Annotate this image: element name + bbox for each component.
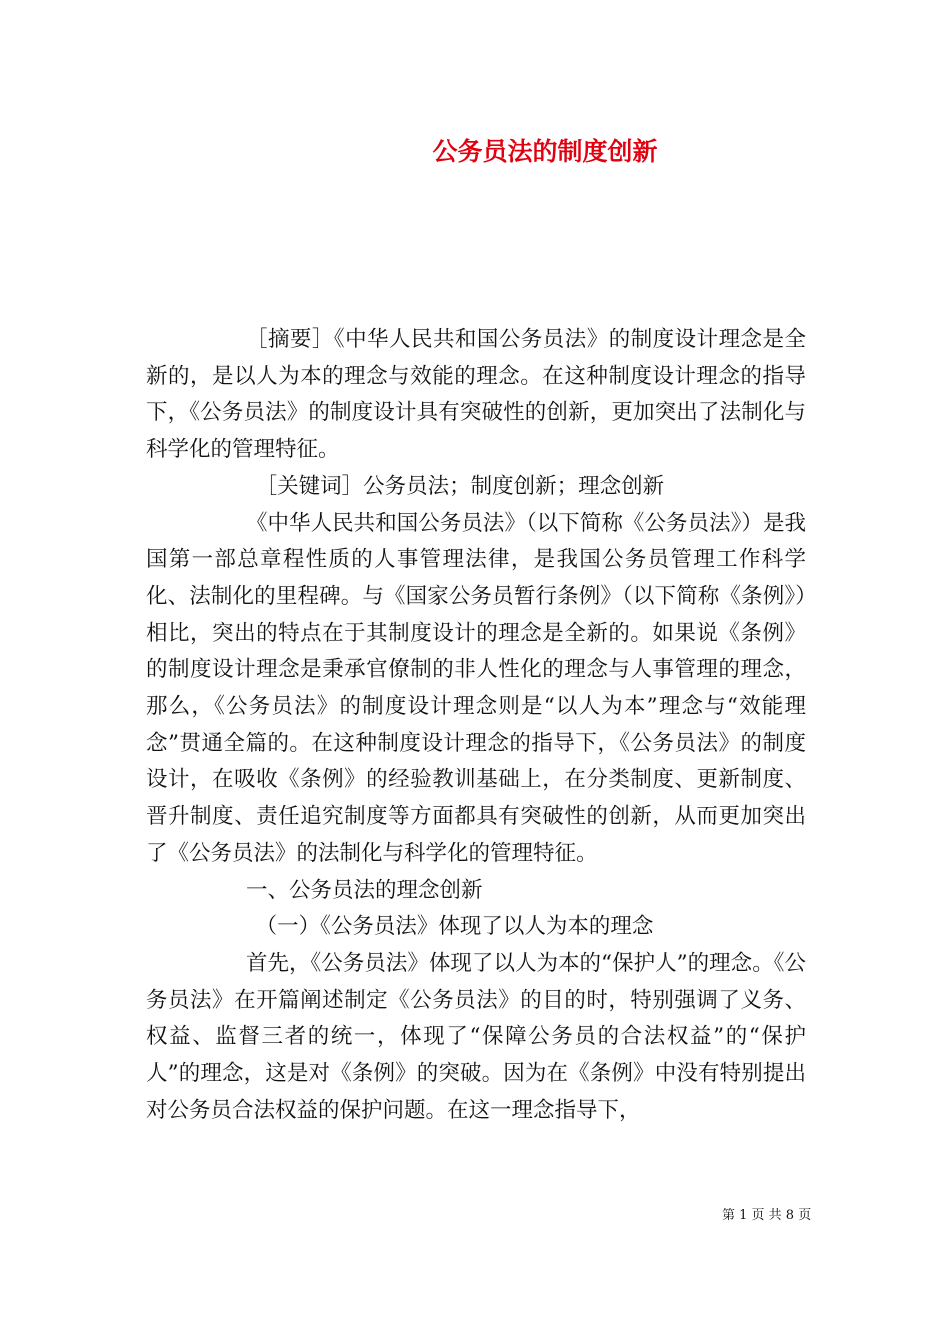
keywords-paragraph: ［关键词］公务员法；制度创新；理念创新 — [255, 473, 665, 499]
body-paragraph: 首先，《公务员法》体现了以人为本的“保护人”的理念。《公务员法》在开篇阐述制定《公务员法》的目的时，特别强调了义务、权益、监督三者的统一，体现了“保障公务员的合法权益”的“保护人”的理念，这是对《条例》的突破。因为在《条例》中没有特别提出对公务员合法权益的保护问题。在这一理念指导下， — [146, 950, 806, 1123]
subsection-heading: （一）《公务员法》体现了以人为本的理念 — [255, 914, 654, 940]
section-heading: 一、公务员法的理念创新 — [245, 877, 483, 903]
document-title: 公务员法的制度创新 — [432, 137, 658, 166]
abstract-paragraph: ［摘要］《中华人民共和国公务员法》的制度设计理念是全新的，是以人为本的理念与效能的理念。在这种制度设计理念的指导下，《公务员法》的制度设计具有突破性的创新，更加突出了法制化与科学化的管理特征。 — [146, 327, 806, 463]
page-footer: 第 1 页 共 8 页 — [722, 1208, 812, 1223]
intro-paragraph: 《中华人民共和国公务员法》（以下简称《公务员法》）是我国第一部总章程性质的人事管理法律，是我国公务员管理工作科学化、法制化的里程碑。与《国家公务员暂行条例》（以下简称《条例》）相比，突出的特点在于其制度设计的理念是全新的。如果说《条例》的制度设计理念是秉承官僚制的非人性化的理念与人事管理的理念，那么，《公务员法》的制度设计理念则是“以人为本”理念与“效能理念”贯通全篇的。在这种制度设计理念的指导下，《公务员法》的制度设计，在吸收《条例》的经验教训基础上，在分类制度、更新制度、晋升制度、责任追究制度等方面都具有突破性的创新，从而更加突出了《公务员法》的法制化与科学化的管理特征。 — [146, 510, 806, 866]
document-body — [146, 322, 806, 1129]
